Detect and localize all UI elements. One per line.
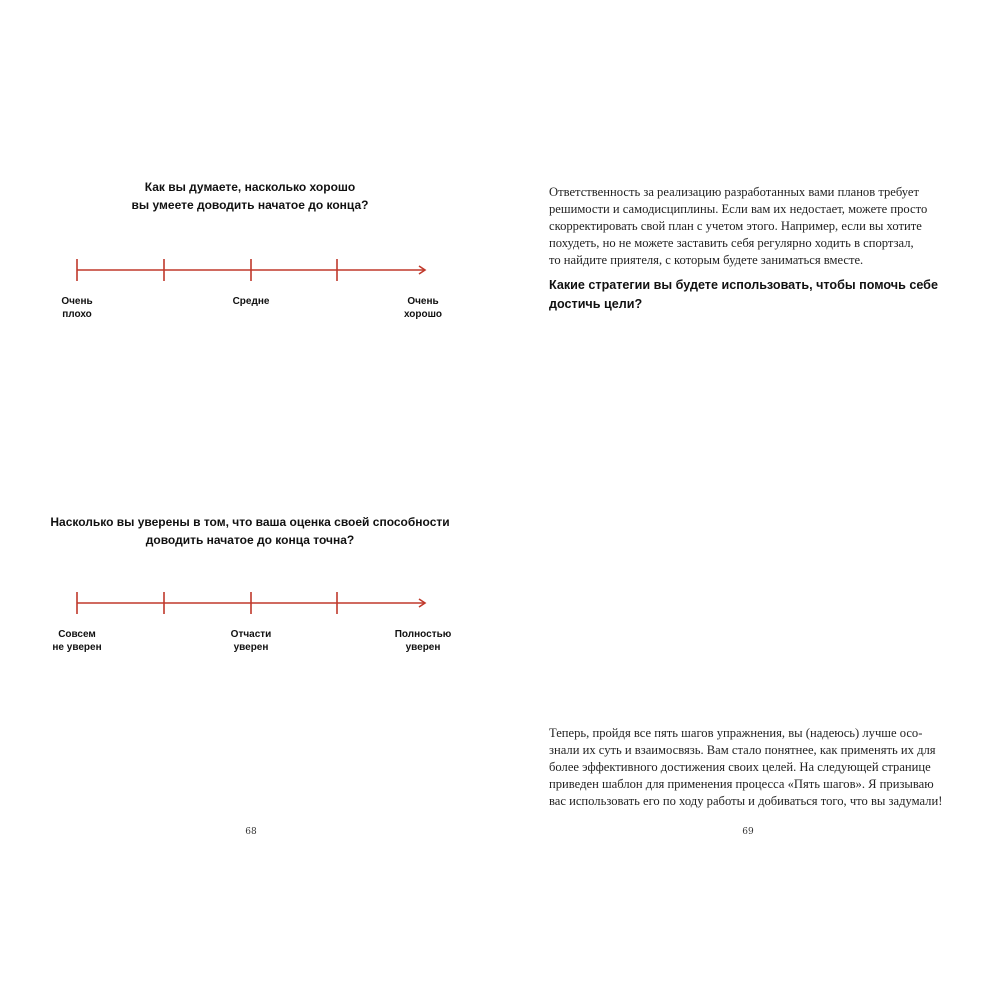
scale1-label-low [32, 295, 122, 321]
scale2-question-line-1: Насколько вы уверены в том, что ваша оценка своей способности [50, 515, 450, 529]
intro-line-4: похудеть, но не можете заставить себя регулярно ходить в спортзал, [549, 236, 914, 250]
strategy-question-line-1: Какие стратегии вы будете использовать, чтобы помочь себе [549, 278, 938, 292]
scale1-label-high-line-1: Очень [407, 296, 439, 307]
scale2-label-mid-line-2: уверен [233, 642, 269, 653]
scale1-label-low-line-2: плохо [62, 309, 92, 320]
scale2-svg [0, 589, 500, 619]
scale1-question [0, 178, 500, 214]
scale2-label-mid [206, 628, 296, 654]
scale1-label-high [378, 295, 468, 321]
scale1-question-line-2: вы умеете доводить начатое до конца? [131, 198, 369, 212]
scale2-label-high-line-2: уверен [405, 642, 441, 653]
scale1-label-mid-line-1: Средне [232, 296, 270, 307]
closing-line-3: более эффективного достижения своих целей. На следующей странице [549, 760, 931, 774]
right-page [500, 0, 1000, 1000]
closing-line-5: вас использовать его по ходу работы и добиваться того, что вы задумали! [549, 794, 943, 808]
closing-line-2: знали их суть и взаимосвязь. Вам стало понятнее, как применять их для [549, 743, 936, 757]
scale2-label-high-line-1: Полностью [394, 629, 452, 640]
scale1-rating-line[interactable] [0, 256, 500, 286]
scale1-question-line-1: Как вы думаете, насколько хорошо [144, 180, 356, 194]
closing-line-4: приведен шаблон для применения процесса «Пять шагов». Я призываю [549, 777, 934, 791]
page-number-left: 68 [245, 827, 257, 837]
intro-line-1: Ответственность за реализацию разработанных вами планов требует [549, 185, 920, 199]
strategy-question-line-2: достичь цели? [549, 297, 643, 311]
scale2-question [0, 513, 500, 549]
scale2-label-high [378, 628, 468, 654]
strategy-question [549, 276, 959, 314]
intro-line-5: то найдите приятеля, с которым будете заниматься вместе. [549, 253, 864, 267]
scale2-question-line-2: доводить начатое до конца точна? [145, 533, 355, 547]
intro-paragraph [549, 184, 959, 269]
intro-line-3: скорректировать свой план с учетом этого. Например, если вы хотите [549, 219, 922, 233]
scale2-rating-line[interactable] [0, 589, 500, 619]
scale2-label-low-line-2: не уверен [52, 642, 102, 653]
scale1-label-low-line-1: Очень [61, 296, 93, 307]
closing-line-1: Теперь, пройдя все пять шагов упражнения, вы (надеюсь) лучше осо- [549, 726, 923, 740]
page-number-right: 69 [742, 827, 754, 837]
scale2-label-low-line-1: Совсем [58, 629, 96, 640]
scale1-svg [0, 256, 500, 286]
closing-paragraph [549, 725, 959, 810]
scale2-label-mid-line-1: Отчасти [230, 629, 272, 640]
scale2-label-low [32, 628, 122, 654]
scale1-label-mid [206, 295, 296, 308]
intro-line-2: решимости и самодисциплины. Если вам их недостает, можете просто [549, 202, 928, 216]
scale1-label-high-line-2: хорошо [403, 309, 443, 320]
